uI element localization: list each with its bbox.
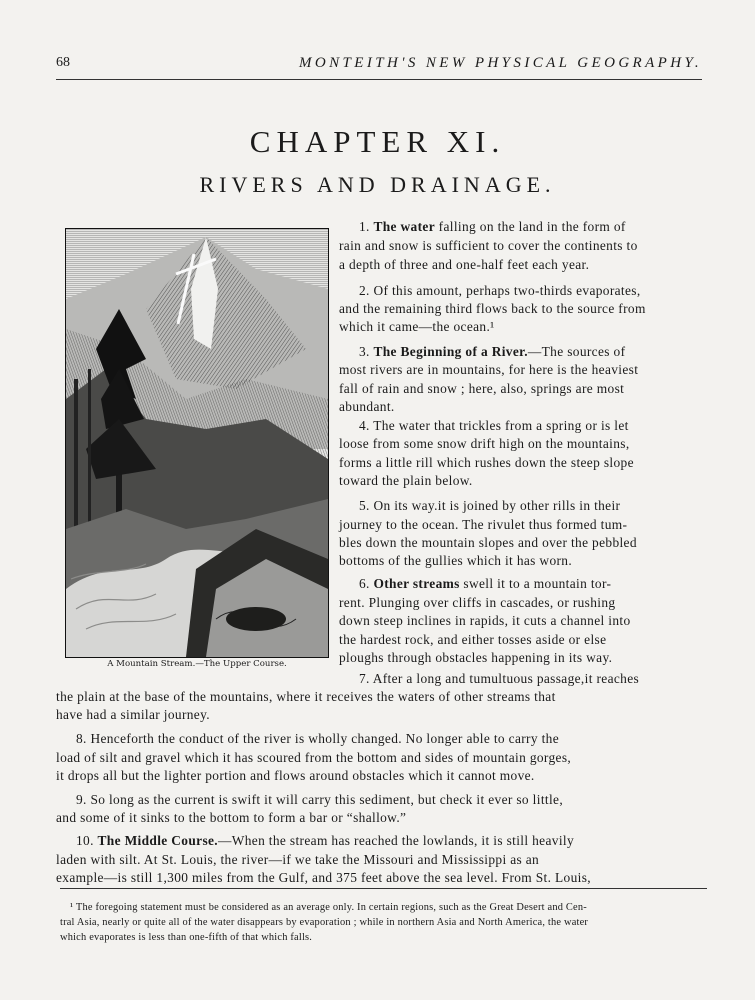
body-text-line: loose from some snow drift high on the mountains,	[339, 436, 630, 451]
running-title: MONTEITH'S NEW PHYSICAL GEOGRAPHY.	[299, 55, 702, 71]
chapter-subtitle: RIVERS AND DRAINAGE.	[199, 172, 556, 197]
body-text-line: 8. Henceforth the conduct of the river is wholly changed. No longer able to carry the	[76, 731, 560, 746]
body-text-line: rain and snow is sufficient to cover the continents to	[339, 238, 638, 253]
body-text-line: journey to the ocean. The rivulet thus formed tum-	[339, 517, 628, 532]
body-text-line: 3. The Beginning of a River.—The sources of	[359, 344, 626, 359]
body-text-line: 7. After a long and tumultuous passage,it reaches	[359, 671, 640, 686]
body-text-line: which it came—the ocean.¹	[339, 319, 495, 334]
body-text-line: and the remaining third flows back to the source from	[339, 301, 646, 316]
body-text-line: fall of rain and snow ; here, also, springs are most	[339, 381, 625, 396]
chapter-title: CHAPTER XI.	[249, 124, 506, 159]
body-text-line: the plain at the base of the mountains, where it receives the waters of other streams that	[56, 689, 556, 704]
body-text-line: it drops all but the lighter portion and flows around obstacles which it cannot move.	[56, 768, 535, 783]
side-heading: The Beginning of a River.	[373, 344, 528, 359]
body-text-line: and some of it sinks to the bottom to form a bar or “shallow.”	[56, 810, 407, 825]
side-heading: The water	[373, 219, 435, 234]
body-text-line: ploughs through obstacles happening in its way.	[339, 650, 613, 665]
body-text-line: bottoms of the gullies which it has worn.	[339, 553, 573, 568]
engraving-illustration	[66, 229, 328, 657]
body-text-line: most rivers are in mountains, for here is the heaviest	[339, 362, 639, 377]
body-text-line: have had a similar journey.	[56, 707, 210, 722]
footnote-line: tral Asia, nearly or quite all of the water disappears by evaporation ; while in northern Asia and North America, the water	[60, 917, 589, 928]
body-text-line: rent. Plunging over cliffs in cascades, or rushing	[339, 595, 616, 610]
body-text-line: laden with silt. At St. Louis, the river—if we take the Missouri and Mississippi as an	[56, 852, 540, 867]
footnote-line: which evaporates is less than one-fifth of that which falls.	[60, 932, 313, 943]
body-text-line: down steep inclines in rapids, it cuts a channel into	[339, 613, 631, 628]
body-text-line: 4. The water that trickles from a spring or is let	[359, 418, 629, 433]
body-text-line: 10. The Middle Course.—When the stream has reached the lowlands, it is still heavily	[76, 833, 575, 848]
footnote-line: ¹ The foregoing statement must be considered as an average only. In certain regions, such as the Great Desert and Cen-	[70, 902, 587, 913]
body-text-line: example—is still 1,300 miles from the Gulf, and 375 feet above the sea level. From St. Louis,	[56, 870, 591, 885]
header-rule	[56, 79, 702, 80]
body-text-line: load of silt and gravel which it has scoured from the bottom and sides of mountain gorges,	[56, 750, 572, 765]
body-text-line: bles down the mountain slopes and over the pebbled	[339, 535, 637, 550]
side-heading: Other streams	[373, 576, 460, 591]
body-text-line: abundant.	[339, 399, 395, 414]
figure-caption: A Mountain Stream.—The Upper Course.	[107, 659, 287, 669]
body-text-line: a depth of three and one-half feet each year.	[339, 257, 590, 272]
body-text-line: the hardest rock, and either tosses aside or else	[339, 632, 607, 647]
body-text-line: 9. So long as the current is swift it will carry this sediment, but check it ever so little,	[76, 792, 564, 807]
body-text-line: forms a little rill which rushes down the steep slope	[339, 455, 634, 470]
side-heading: The Middle Course.	[97, 833, 218, 848]
page-number: 68	[56, 55, 70, 70]
body-text-line: 2. Of this amount, perhaps two-thirds evaporates,	[359, 283, 641, 298]
mountain-stream-engraving	[65, 228, 329, 658]
running-head	[56, 55, 702, 81]
body-text-line: 6. Other streams swell it to a mountain tor-	[359, 576, 612, 591]
body-text-line: toward the plain below.	[339, 473, 473, 488]
body-text-line: 1. The water falling on the land in the form of	[359, 219, 626, 234]
body-text-line: 5. On its way.it is joined by other rills in their	[359, 498, 621, 513]
footnote-rule	[60, 888, 707, 889]
